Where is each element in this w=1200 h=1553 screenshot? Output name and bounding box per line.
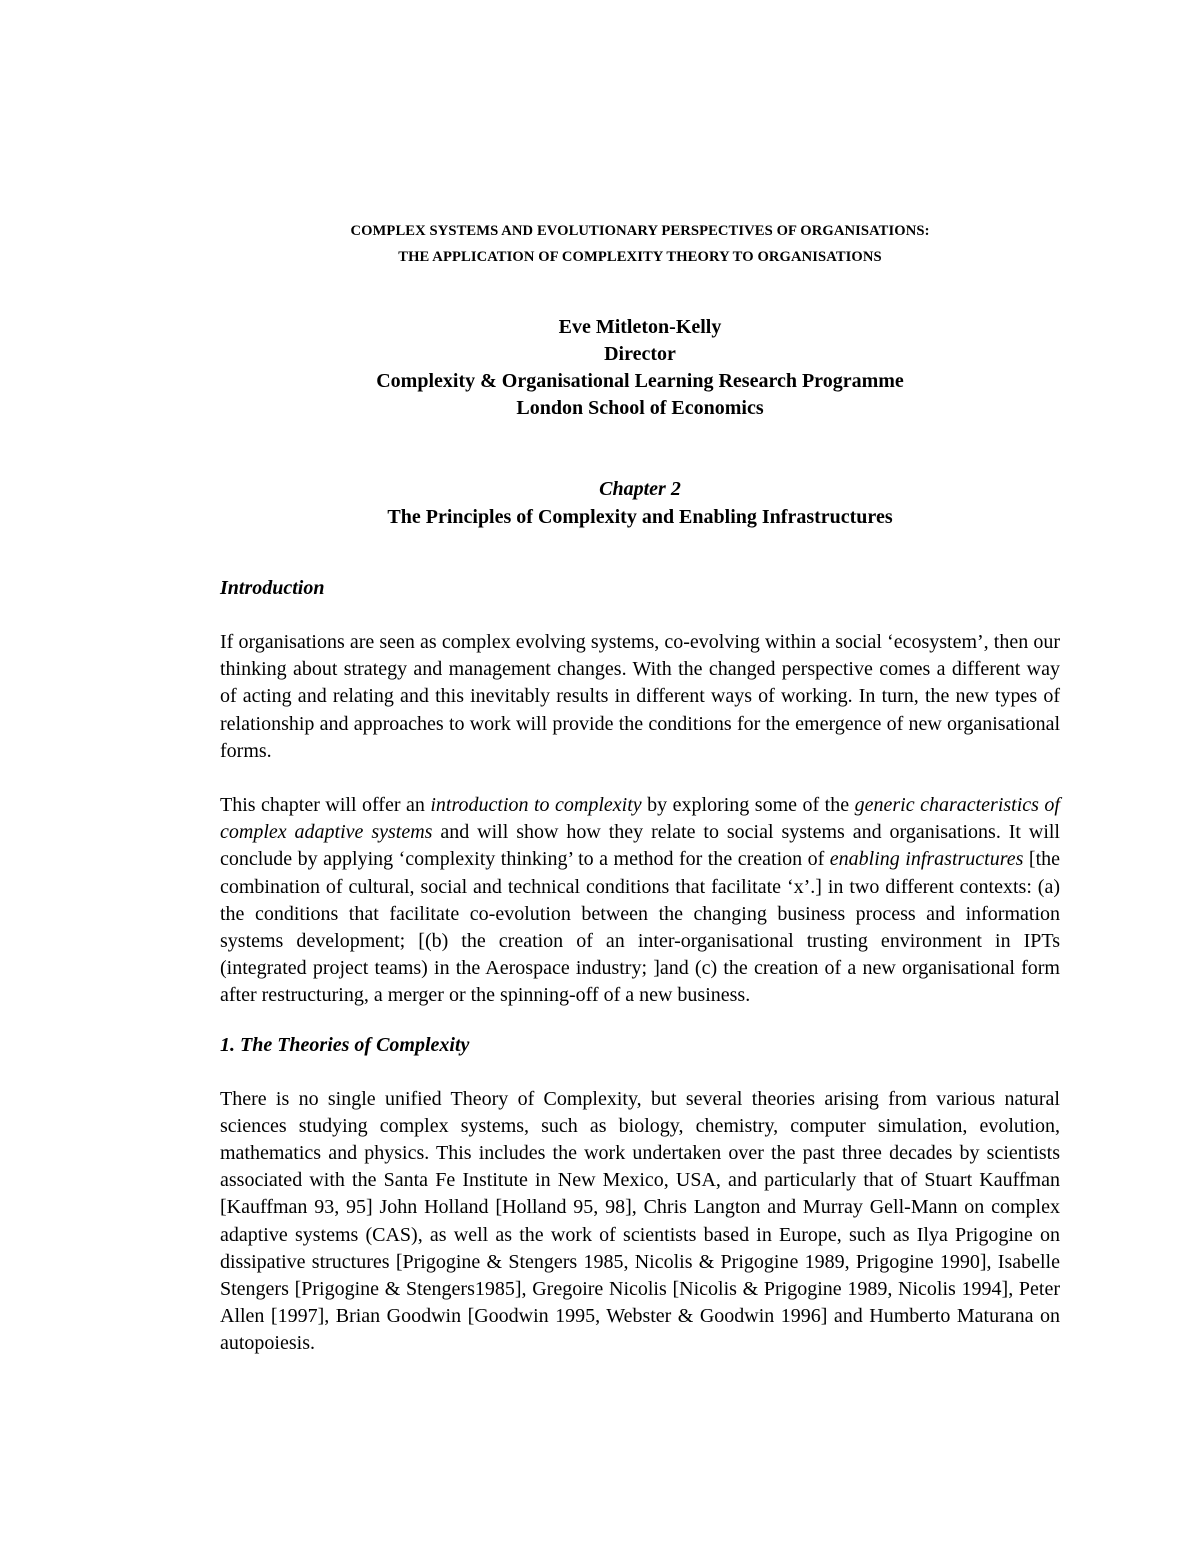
text-run: [the combination of cultural, social and technical conditions that facilitate ‘x’.] in two different contexts: (a) the conditions that facilitate co-evolution between the changing business process and information systems development; [(b) the creation of an inter-organisational trusting environment in IPTs (integrated project teams) in the Aerospace industry; ]and (c) the creation of a new organisational form after restructuring, a merger or the spinning-off of a new business. (220, 848, 1061, 1007)
author-role: Director (604, 343, 676, 365)
introduction-heading: Introduction (220, 577, 325, 599)
chapter-label: Chapter 2 (599, 478, 681, 500)
author-name: Eve Mitleton-Kelly (558, 316, 722, 338)
emphasis-introduction-to-complexity: introduction to complexity (430, 794, 642, 817)
introduction-paragraph-2 (220, 792, 1060, 1010)
document-page (220, 218, 1060, 1358)
emphasis-enabling-infrastructures: enabling infrastructures (829, 848, 1024, 871)
chapter-heading (220, 475, 1060, 531)
section-1-paragraph-1: There is no single unified Theory of Complexity, but several theories arising from various natural sciences studying complex systems, such as biology, chemistry, computer simulation, evolution, mathematics and physics. This includes the work undertaken over the past three decades by scientists associated with the Santa Fe Institute in New Mexico, USA, and particularly that of Stuart Kauffman [Kauffman 93, 95] John Holland [Holland 95, 98], Chris Langton and Murray Gell-Mann on complex adaptive systems (CAS), as well as the work of scientists based in Europe, such as Ilya Prigogine on dissipative structures [Prigogine & Stengers 1985, Nicolis & Prigogine 1989, Prigogine 1990], Isabelle Stengers [Prigogine & Stengers1985], Gregoire Nicolis [Nicolis & Prigogine 1989, Nicolis 1994], Peter Allen [1997], Brian Goodwin [Goodwin 1995, Webster & Goodwin 1996] and Humberto Maturana on autopoiesis. (220, 1087, 1060, 1355)
introduction-paragraph-1: If organisations are seen as complex evolving systems, co-evolving within a social ‘ecosystem’, then our thinking about strategy and management changes. With the changed perspective comes a different way of acting and relating and this inevitably results in different ways of working. In turn, the new types of relationship and approaches to work will provide the conditions for the emergence of new organisational forms. (220, 631, 1060, 762)
title-line-1: COMPLEX SYSTEMS AND EVOLUTIONARY PERSPECTIVES OF ORGANISATIONS: (350, 223, 930, 239)
author-institution: London School of Economics (516, 397, 764, 419)
document-title (220, 218, 1060, 270)
author-block (220, 314, 1060, 422)
section-1-heading: 1. The Theories of Complexity (220, 1033, 470, 1056)
emphasis-generic-characteristics: generic characteristics of complex adaptive systems (220, 794, 1060, 844)
text-run: This chapter will offer an (220, 794, 431, 817)
text-run: and will show how they relate to social systems and organisations. It will conclude by applying ‘complexity thinking’ to a method for the creation of (220, 821, 1060, 871)
author-programme: Complexity & Organisational Learning Research Programme (376, 370, 904, 392)
text-run: by exploring some of the (641, 794, 855, 817)
chapter-title: The Principles of Complexity and Enabling Infrastructures (387, 506, 893, 528)
title-line-2: THE APPLICATION OF COMPLEXITY THEORY TO ORGANISATIONS (398, 249, 882, 265)
